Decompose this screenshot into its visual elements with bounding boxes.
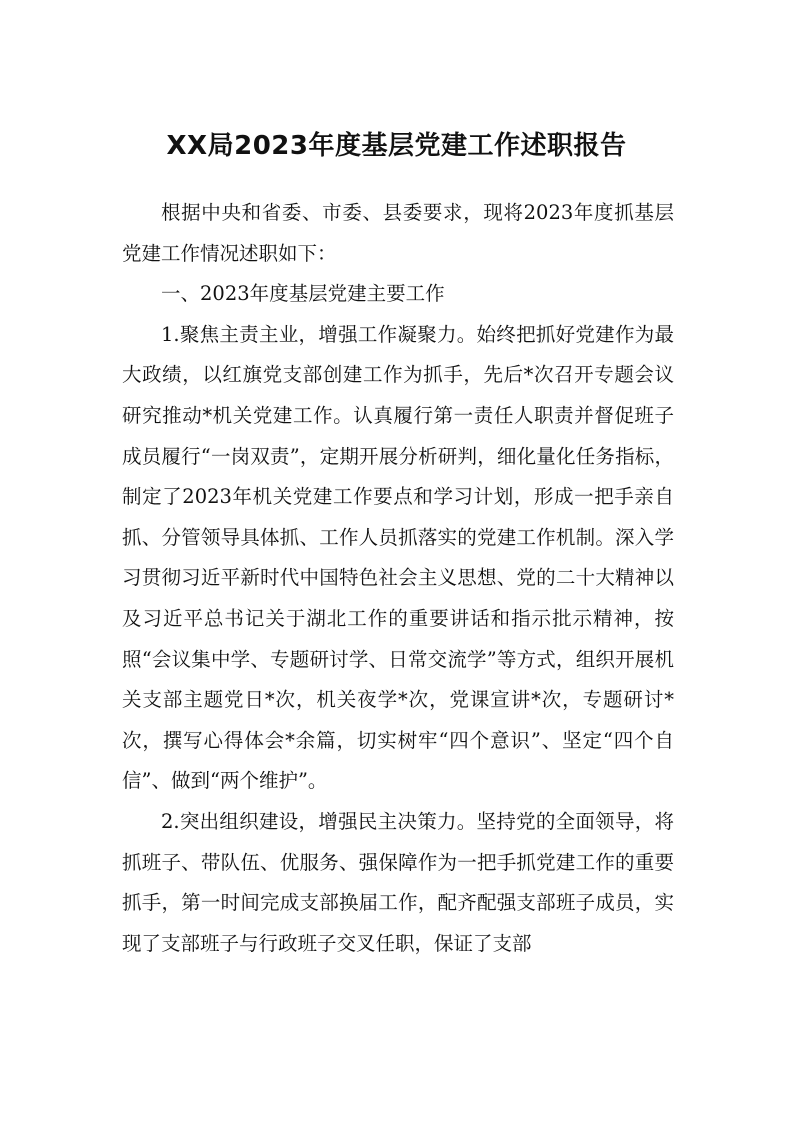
body-paragraph-1: 1.聚焦主责主业，增强工作凝聚力。始终把抓好党建作为最大政绩，以红旗党支部创建工作为抓手，先后*次召开专题会议研究推动*机关党建工作。认真履行第一责任人职责并督促班子成员履行“一岗双责”，定期开展分析研判，细化量化任务指标，制定了2023年机关党建工作要点和学习计划，形成一把手亲自抓、分管领导具体抓、工作人员抓落实的党建工作机制。深入学习贯彻习近平新时代中国特色社会主义思想、党的二十大精神以及习近平总书记关于湖北工作的重要讲话和指示批示精神，按照“会议集中学、专题研讨学、日常交流学”等方式，组织开展机关支部主题党日*次，机关夜学*次，党课宣讲*次，专题研讨*次，撰写心得体会*余篇，切实树牢“四个意识”、坚定“四个自信”、做到“两个维护”。 bbox=[122, 322, 674, 793]
document-body bbox=[122, 193, 674, 964]
section-heading: 一、2023年度基层党建主要工作 bbox=[161, 282, 445, 306]
body-paragraph-2: 2.突出组织建设，增强民主决策力。坚持党的全面领导，将抓班子、带队伍、优服务、强保障作为一把手抓党建工作的重要抓手，第一时间完成支部换届工作，配齐配强支部班子成员，实现了支部班子与行政班子交叉任职，保证了支部 bbox=[122, 809, 674, 955]
document-title: XX局2023年度基层党建工作述职报告 bbox=[166, 131, 627, 161]
intro-paragraph: 根据中央和省委、市委、县委要求，现将2023年度抓基层党建工作情况述职如下： bbox=[122, 201, 674, 265]
